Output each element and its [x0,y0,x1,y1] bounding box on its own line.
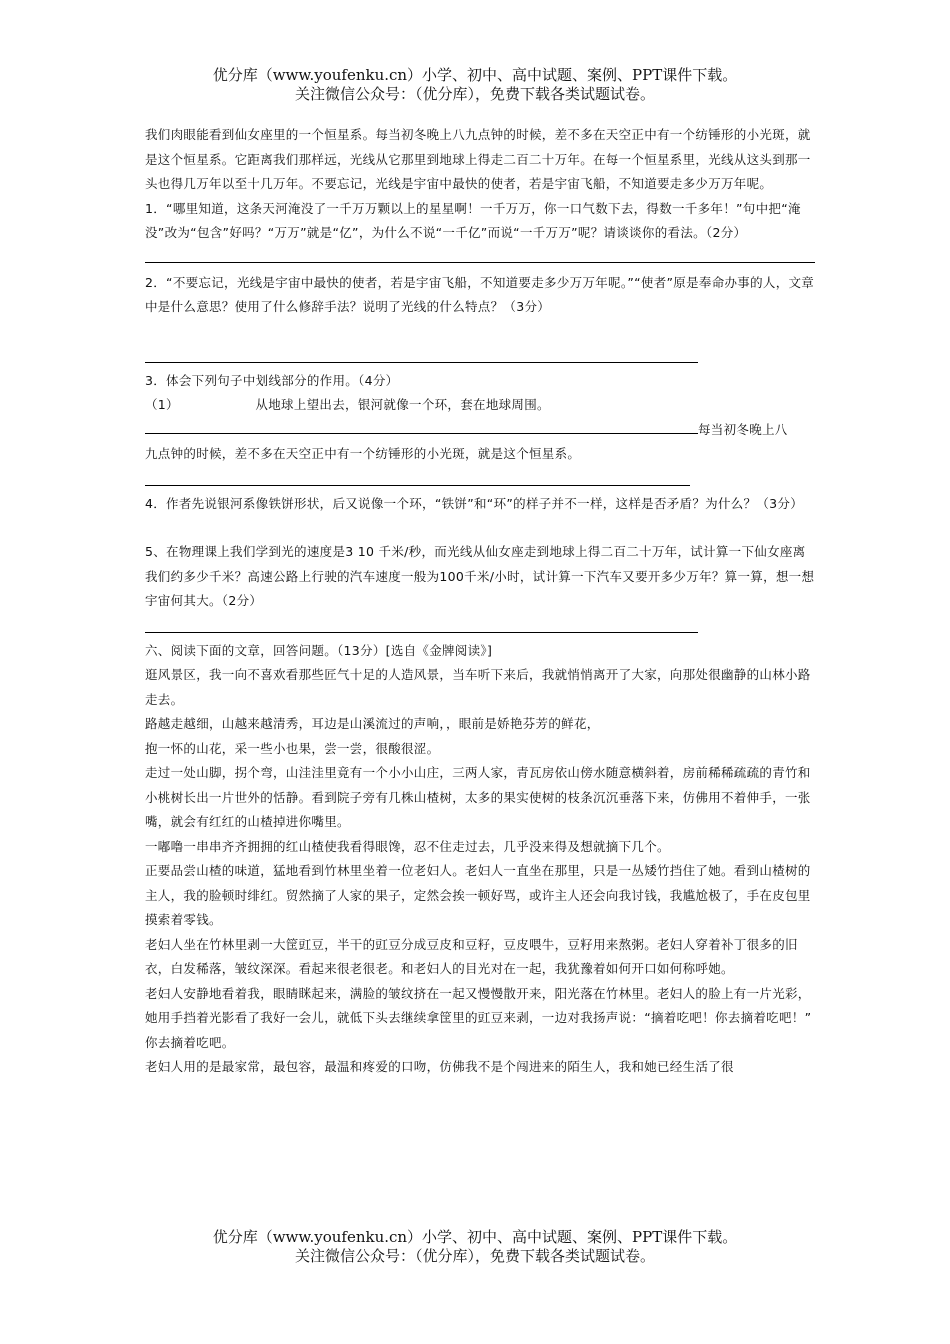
question-5: 5、在物理课上我们学到光的速度是3 10 千米/秒，而光线从仙女座走到地球上得二百二十万年，试计算一下仙女座离我们约多少千米？高速公路上行驶的汽车速度一般为100千米/小时，试计算一下汽车又要开多少万年？算一算，想一想宇宙何其大。（2分） [145,544,815,608]
question-3-item-2-text-a: 每当初冬晚上八 [698,421,788,437]
answer-line-4[interactable] [145,485,690,486]
page-footer [0,1228,950,1266]
page-header [0,66,950,104]
question-3-item-2 [145,418,815,443]
question-2: 2．“不要忘记，光线是宇宙中最快的使者，若是宇宙飞船，不知道要走多少万万年呢。”“使者”原是奉命办事的人，文章中是什么意思？使用了什么修辞手法？说明了光线的什么特点？（3分） [145,274,815,314]
article-paragraph: 走过一处山脚，拐个弯，山洼洼里竟有一个小小山庄，三两人家，青瓦房依山傍水随意横斜着，房前稀稀疏疏的青竹和小桃树长出一片世外的恬静。看到院子旁有几株山楂树，太多的果实使树的枝条沉沉垂落下来，仿佛用不着伸手，一张嘴，就会有红红的山楂掉进你嘴里。 [145,765,811,829]
article-paragraph: 老妇人坐在竹林里剥一大筐豇豆，半干的豇豆分成豆皮和豆籽，豆皮喂牛，豆籽用来熬粥。老妇人穿着补丁很多的旧衣，白发稀落，皱纹深深。看起来很老很老。和老妇人的目光对在一起，我犹豫着如何开口如何称呼她。 [145,936,798,976]
article-paragraph: 路越走越细，山越来越清秀，耳边是山溪流过的声响，，眼前是娇艳芬芳的鲜花， [145,716,600,731]
article-paragraph: 一嘟噜一串串齐齐拥拥的红山楂使我看得眼馋，忍不住走过去，几乎没来得及想就摘下几个。 [145,838,670,854]
article-paragraph: 你去摘着吃吧。 [145,1034,235,1050]
article-paragraph: 老妇人用的是最家常，最包容，最温和疼爱的口吻，仿佛我不是个闯进来的陌生人，我和她已经生活了很 [145,1059,734,1074]
header-line-1: 优分库（www.youfenku.cn）小学、初中、高中试题、案例、PPT课件下载。 [212,66,738,84]
answer-line-2[interactable] [145,362,698,363]
question-3-item-2-text-b: 九点钟的时候，差不多在天空正中有一个纺锤形的小光斑，就是这个恒星系。 [145,446,581,461]
question-3: 3．体会下列句子中划线部分的作用。（4分） [145,372,399,388]
question-3-item-1-label: （1） [145,397,179,412]
footer-line-1: 优分库（www.youfenku.cn）小学、初中、高中试题、案例、PPT课件下载。 [212,1228,738,1246]
footer-line-2: 关注微信公众号：（优分库），免费下载各类试题试卷。 [294,1247,655,1265]
article-paragraph: 正要品尝山楂的味道，猛地看到竹林里坐着一位老妇人。老妇人一直坐在那里，只是一丛矮竹挡住了她。看到山楂树的主人，我的脸顿时绯红。贸然摘了人家的果子，定然会挨一顿好骂，或许主人还会向我讨钱，我尴尬极了，手在皮包里摸索着零钱。 [145,863,811,927]
article-paragraph: 抱一怀的山花，采一些小也果，尝一尝，很酸很涩。 [145,740,440,756]
article [145,663,815,1080]
answer-line-3[interactable] [145,423,698,434]
question-3-item-1 [145,393,815,418]
answer-line-5[interactable] [145,632,698,633]
article-paragraph: 逛风景区，我一向不喜欢看那些匠气十足的人造风景，当车听下来后，我就悄悄离开了大家，向那处很幽静的山林小路走去。 [145,667,811,707]
passage-paragraph: 我们肉眼能看到仙女座里的一个恒星系。每当初冬晚上八九点钟的时候，差不多在天空正中有一个纺锤形的小光斑，就是这个恒星系。它距离我们那样远，光线从它那里到地球上得走二百二十万年。在每一个恒星系里，光线从这头到那一头也得几万年以至十几万年。不要忘记，光线是宇宙中最快的使者，若是宇宙飞船，不知道要走多少万万年呢。 [145,127,811,191]
question-4: 4．作者先说银河系像铁饼形状，后又说像一个环，“铁饼”和“环”的样子并不一样，这样是否矛盾？为什么？（3分） [145,495,804,511]
answer-line-1[interactable] [145,262,815,263]
section-6-title: 六、阅读下面的文章，回答问题。（13分）[选自《金牌阅读》] [145,642,493,658]
header-line-2: 关注微信公众号：（优分库），免费下载各类试题试卷。 [294,85,655,103]
question-1: 1．“哪里知道，这条天河淹没了一千万万颗以上的星星啊！一千万万，你一口气数下去，得数一千多年！”句中把“淹没”改为“包含”好吗？“万万”就是“亿”，为什么不说“一千亿”而说“一千万万”呢？请谈谈你的看法。（2分） [145,200,801,240]
question-3-item-1-text: 从地球上望出去，银河就像一个环，套在地球周围。 [255,397,550,412]
article-paragraph: 老妇人安静地看着我，眼睛眯起来，满脸的皱纹挤在一起又慢慢散开来，阳光落在竹林里。老妇人的脸上有一片光彩，她用手挡着光影看了我好一会儿，就低下头去继续拿筐里的豇豆来剥，一边对我扬声说：“摘着吃吧！你去摘着吃吧！” [145,985,812,1025]
page-body [145,123,815,1080]
